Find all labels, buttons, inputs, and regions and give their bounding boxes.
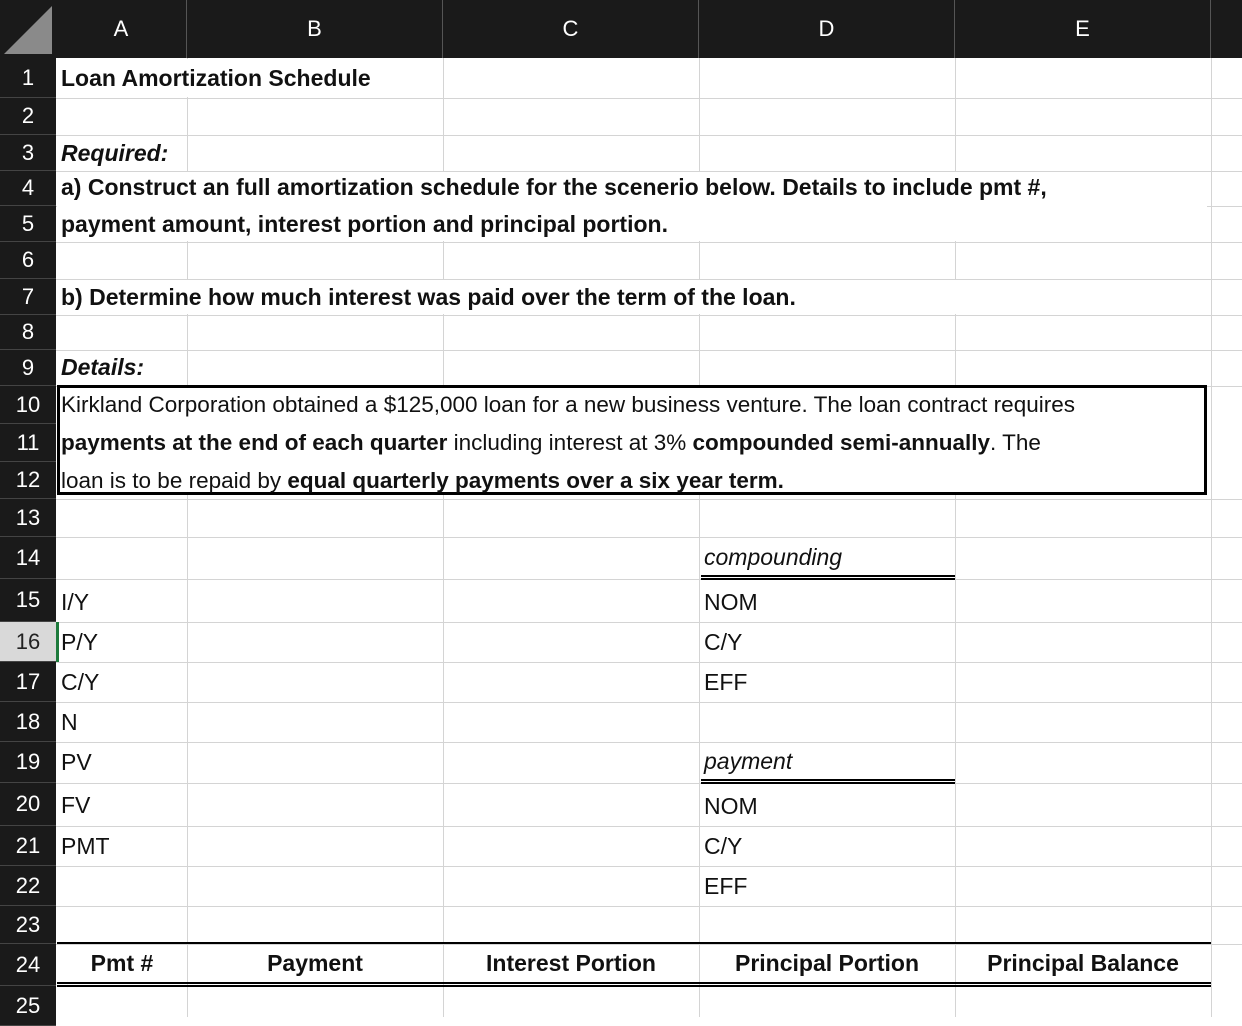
- details-bold-3: equal quarterly payments over a six year term.: [287, 468, 784, 493]
- row-header-7[interactable]: 7: [0, 279, 56, 315]
- payment-cy[interactable]: C/Y: [704, 833, 743, 859]
- row-header-14[interactable]: 14: [0, 537, 56, 579]
- input-label-fv[interactable]: FV: [61, 792, 91, 818]
- input-label-iy[interactable]: I/Y: [61, 589, 90, 615]
- gridline: [56, 944, 1242, 945]
- row-header-10[interactable]: 10: [0, 386, 56, 424]
- row-header-3[interactable]: 3: [0, 135, 56, 171]
- gridline: [56, 622, 1242, 623]
- details-text-3: loan is to be repaid by: [61, 468, 288, 493]
- gridline: [56, 242, 1242, 243]
- details-bold-1: payments at the end of each quarter: [61, 430, 448, 455]
- row-header-6[interactable]: 6: [0, 242, 56, 279]
- gridline: [56, 702, 1242, 703]
- row-header-9[interactable]: 9: [0, 350, 56, 386]
- table-header-balance[interactable]: Principal Balance: [987, 950, 1179, 976]
- column-header-a[interactable]: A: [56, 0, 187, 58]
- input-label-n[interactable]: N: [61, 709, 78, 735]
- row-header-17[interactable]: 17: [0, 662, 56, 702]
- row-header-16[interactable]: 16: [0, 622, 56, 662]
- active-cell-indicator: [56, 622, 59, 662]
- table-header-payment[interactable]: Payment: [267, 950, 363, 976]
- details-line2: [61, 432, 1041, 455]
- gridline: [56, 499, 1242, 500]
- select-all-button[interactable]: [0, 0, 56, 58]
- sheet-title: Loan Amortization Schedule: [61, 65, 371, 91]
- gridline: [56, 315, 1242, 316]
- column-header-e[interactable]: E: [955, 0, 1211, 58]
- details-label: Details:: [61, 354, 145, 380]
- required-label: Required:: [61, 140, 169, 166]
- details-text-1: including interest at 3%: [447, 430, 693, 455]
- table-top-border: [57, 942, 1211, 944]
- compounding-eff[interactable]: EFF: [704, 669, 748, 695]
- row-header-22[interactable]: 22: [0, 866, 56, 906]
- payment-label[interactable]: payment: [704, 748, 793, 774]
- gridline: [56, 826, 1242, 827]
- gridline: [56, 135, 1242, 136]
- payment-eff[interactable]: EFF: [704, 873, 748, 899]
- row-header-1[interactable]: 1: [0, 58, 56, 98]
- gridline: [56, 579, 1242, 580]
- input-label-py[interactable]: P/Y: [61, 629, 99, 655]
- table-header-double-border: [57, 982, 1211, 987]
- requirement-a-line2: payment amount, interest portion and principal portion.: [61, 211, 668, 237]
- row-header-24[interactable]: 24: [0, 944, 56, 986]
- row-header-18[interactable]: 18: [0, 702, 56, 742]
- requirement-a-line1: a) Construct an full amortization schedule for the scenerio below. Details to include pmt #,: [61, 174, 1047, 200]
- gridline: [56, 350, 1242, 351]
- row-header-20[interactable]: 20: [0, 783, 56, 826]
- gridline: [1211, 58, 1212, 1017]
- row-header-11[interactable]: 11: [0, 424, 56, 462]
- details-line1: Kirkland Corporation obtained a $125,000 loan for a new business venture. The loan contract requires: [61, 392, 1075, 417]
- input-label-pmt[interactable]: PMT: [61, 833, 110, 859]
- gridline: [56, 662, 1242, 663]
- input-label-cy[interactable]: C/Y: [61, 669, 100, 695]
- row-header-4[interactable]: 4: [0, 171, 56, 206]
- table-header-interest[interactable]: Interest Portion: [486, 950, 656, 976]
- gridline: [56, 742, 1242, 743]
- compounding-label[interactable]: compounding: [704, 544, 843, 570]
- compounding-nom[interactable]: NOM: [704, 589, 758, 615]
- gridline: [56, 98, 1242, 99]
- payment-nom[interactable]: NOM: [704, 793, 758, 819]
- row-header-23[interactable]: 23: [0, 906, 56, 944]
- gridline: [56, 866, 1242, 867]
- details-bold-2: compounded semi-annually: [692, 430, 991, 455]
- row-header-15[interactable]: 15: [0, 579, 56, 622]
- gridline: [56, 537, 1242, 538]
- compounding-cy[interactable]: C/Y: [704, 629, 743, 655]
- row-header-12[interactable]: 12: [0, 462, 56, 499]
- row-header-2[interactable]: 2: [0, 98, 56, 135]
- details-text-2: . The: [990, 430, 1041, 455]
- double-border: [701, 575, 955, 580]
- row-header-5[interactable]: 5: [0, 206, 56, 242]
- row-header-19[interactable]: 19: [0, 742, 56, 783]
- gridline: [56, 906, 1242, 907]
- column-header-d[interactable]: D: [699, 0, 955, 58]
- row-header-25[interactable]: 25: [0, 986, 56, 1026]
- column-header-c[interactable]: C: [443, 0, 699, 58]
- details-line3: [61, 470, 784, 493]
- table-header-pmt[interactable]: Pmt #: [90, 950, 154, 976]
- row-header-21[interactable]: 21: [0, 826, 56, 866]
- column-header-b[interactable]: B: [187, 0, 443, 58]
- gridline: [56, 783, 1242, 784]
- row-header-8[interactable]: 8: [0, 315, 56, 350]
- requirement-b: b) Determine how much interest was paid over the term of the loan.: [61, 284, 796, 310]
- double-border: [701, 779, 955, 784]
- row-header-13[interactable]: 13: [0, 499, 56, 537]
- input-label-pv[interactable]: PV: [61, 749, 92, 775]
- table-header-principal[interactable]: Principal Portion: [734, 950, 920, 976]
